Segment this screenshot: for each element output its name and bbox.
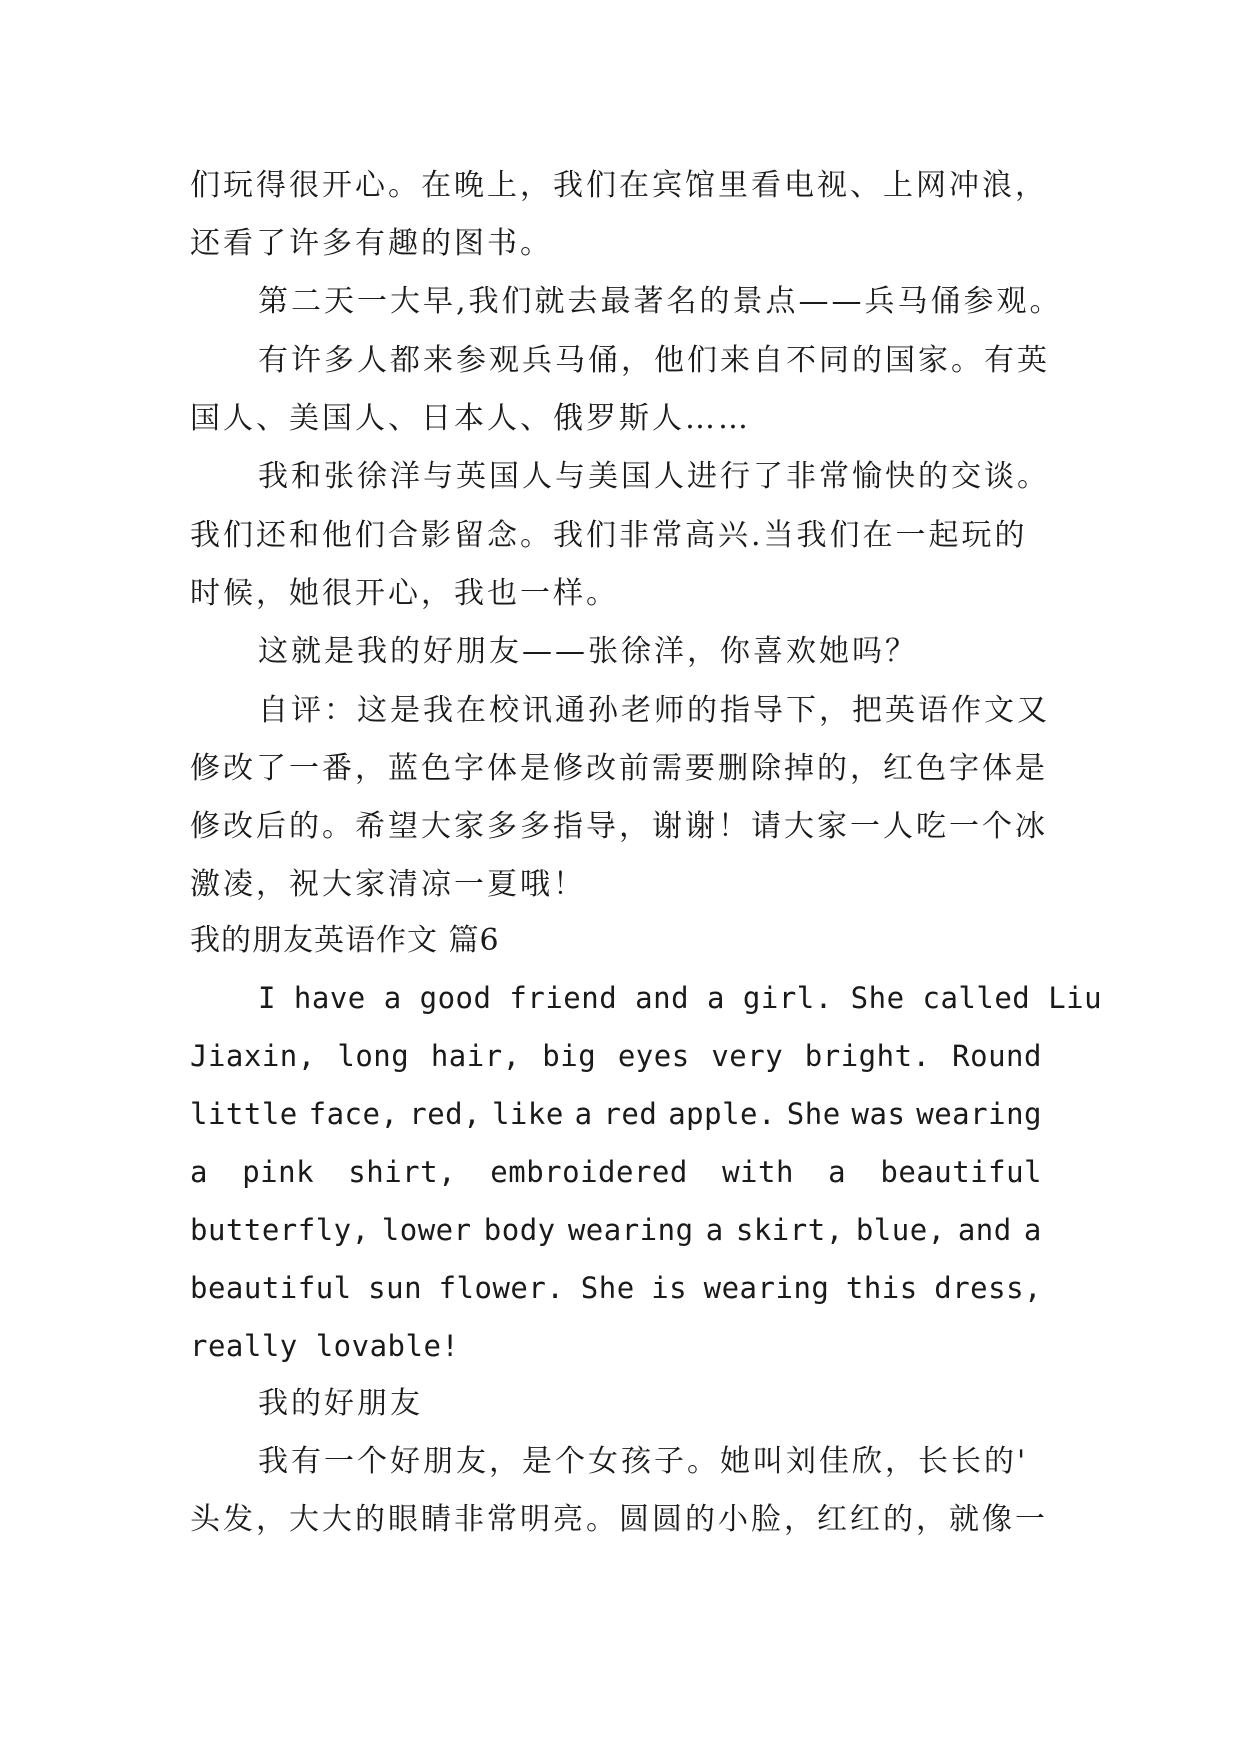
- word: hair,: [430, 1039, 521, 1073]
- word: and: [957, 1213, 1012, 1247]
- english-line: [190, 1036, 1042, 1076]
- english-line: I have a good friend and a girl. She called Liu: [258, 981, 1103, 1015]
- word: a: [574, 1097, 593, 1131]
- word: was: [851, 1097, 906, 1131]
- paragraph-line: 还看了许多有趣的图书。: [190, 226, 553, 261]
- word: pink: [242, 1155, 315, 1189]
- word: apple.: [668, 1097, 776, 1131]
- paragraph-line: 第二天一大早,我们就去最著名的景点——兵马俑参观。: [258, 284, 1063, 319]
- word: big: [542, 1039, 597, 1073]
- word: wearing: [916, 1097, 1042, 1131]
- paragraph-line: 我和张徐洋与英国人与美国人进行了非常愉快的交谈。: [258, 459, 1050, 494]
- word: beautiful: [190, 1271, 352, 1305]
- word: a: [1023, 1213, 1042, 1247]
- word: wearing: [703, 1271, 830, 1305]
- word: She: [786, 1097, 841, 1131]
- paragraph-line: 国人、美国人、日本人、俄罗斯人……: [190, 401, 751, 436]
- word: little: [190, 1097, 298, 1131]
- word: blue,: [855, 1213, 946, 1247]
- word: long: [337, 1039, 410, 1073]
- word: eyes: [617, 1039, 690, 1073]
- english-line: really lovable!: [190, 1329, 460, 1363]
- word: red,: [409, 1097, 482, 1131]
- word: a: [828, 1155, 847, 1189]
- paragraph-line: 头发，大大的眼睛非常明亮。圆圆的小脸，红红的，就像一: [190, 1502, 1048, 1537]
- english-line: [190, 1210, 1042, 1250]
- english-line: [190, 1152, 1042, 1192]
- word: a: [705, 1213, 724, 1247]
- word: bright.: [804, 1039, 931, 1073]
- word: flower.: [438, 1271, 565, 1305]
- word: She: [580, 1271, 635, 1305]
- translation-title: 我的好朋友: [258, 1386, 423, 1421]
- paragraph-line: 们玩得很开心。在晚上，我们在宾馆里看电视、上网冲浪，: [190, 168, 1048, 203]
- word: wearing: [567, 1213, 694, 1247]
- word: shirt,: [348, 1155, 457, 1189]
- word: sun: [368, 1271, 423, 1305]
- paragraph-line: 我们还和他们合影留念。我们非常高兴.当我们在一起玩的: [190, 518, 1028, 553]
- word: a: [190, 1155, 208, 1189]
- word: butterfly,: [190, 1213, 370, 1247]
- word: very: [711, 1039, 784, 1073]
- word: red: [603, 1097, 658, 1131]
- english-line: [190, 1094, 1042, 1134]
- paragraph-line: 修改后的。希望大家多多指导，谢谢！请大家一人吃一个冰: [190, 809, 1048, 844]
- word: Jiaxin,: [190, 1039, 316, 1073]
- word: this: [845, 1271, 918, 1305]
- paragraph-line: 自评：这是我在校讯通孙老师的指导下，把英语作文又: [258, 693, 1050, 728]
- section-heading: 我的朋友英语作文 篇6: [190, 923, 500, 958]
- word: with: [722, 1155, 794, 1189]
- english-line: [190, 1268, 1042, 1308]
- word: is: [651, 1271, 688, 1305]
- paragraph-line: 有许多人都来参观兵马俑，他们来自不同的国家。有英: [258, 343, 1050, 378]
- word: skirt,: [735, 1213, 844, 1247]
- paragraph-line: 时候，她很开心，我也一样。: [190, 576, 619, 611]
- word: dress,: [934, 1271, 1042, 1305]
- paragraph-line: 我有一个好朋友，是个女孩子。她叫刘佳欣，长长的': [258, 1444, 1029, 1479]
- paragraph-line: 这就是我的好朋友——张徐洋，你喜欢她吗？: [258, 634, 918, 669]
- word: beautiful: [880, 1155, 1042, 1189]
- word: Round: [952, 1039, 1042, 1073]
- word: face,: [308, 1097, 399, 1131]
- word: embroidered: [490, 1155, 688, 1189]
- paragraph-line: 激凌，祝大家清凉一夏哦！: [190, 867, 586, 902]
- word: like: [491, 1097, 564, 1131]
- paragraph-line: 修改了一番，蓝色字体是修改前需要删除掉的，红色字体是: [190, 751, 1048, 786]
- word: body: [483, 1213, 556, 1247]
- word: lower: [381, 1213, 472, 1247]
